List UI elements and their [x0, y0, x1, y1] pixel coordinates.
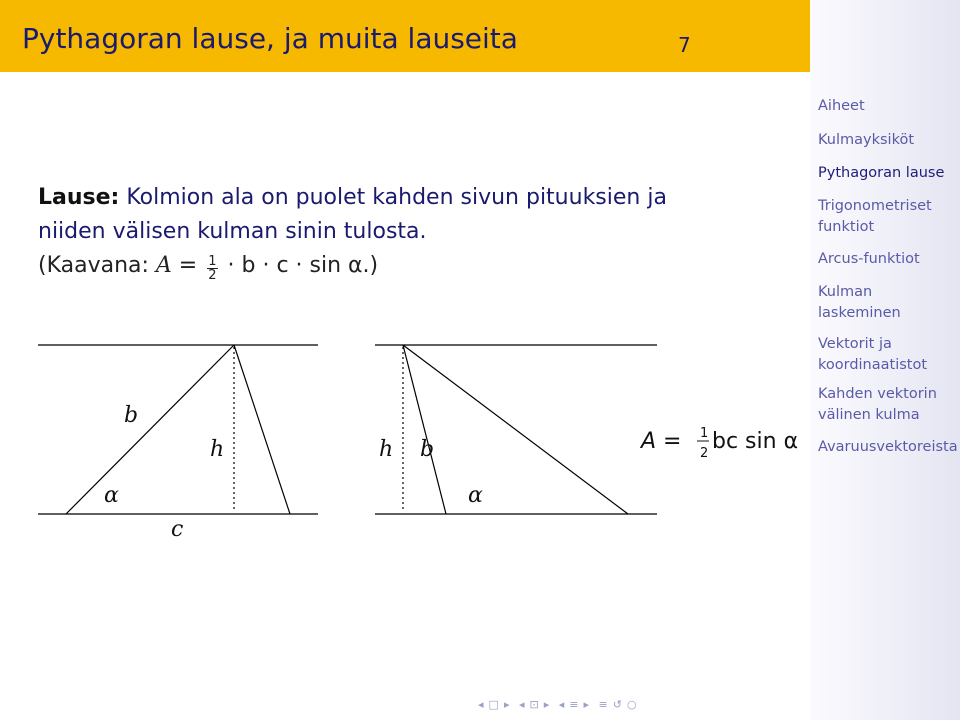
area-formula-den: 2 — [700, 446, 709, 461]
beamer-navigation-bar — [478, 698, 642, 711]
nav-frame-icon[interactable]: □ — [488, 698, 500, 711]
sidebar-item-arcus-funktiot[interactable]: Arcus-funktiot — [818, 251, 920, 267]
sidebar-item-kulman-laskeminen[interactable]: Kulman laskeminen — [818, 284, 901, 321]
sidebar-item-aiheet[interactable]: Aiheet — [818, 98, 865, 114]
sidebar-item-kahden-vektorin[interactable]: Kahden vektorin välinen kulma — [818, 386, 937, 423]
nav-frame-left-icon[interactable]: ◂ — [478, 698, 485, 711]
area-formula-num: 1 — [700, 426, 709, 441]
page-number: 7 — [678, 33, 691, 57]
fraction-denominator: 2 — [208, 268, 217, 283]
left-label-h: h — [210, 437, 225, 462]
area-formula-lhs: A = — [641, 429, 682, 454]
sidebar-item-pythagoran-lause[interactable]: Pythagoran lause — [818, 165, 945, 181]
sidebar-item-vektorit[interactable]: Vektorit ja koordinaatistot — [818, 336, 928, 373]
right-label-b: b — [420, 437, 435, 462]
formula-var-a: A — [155, 253, 172, 278]
sidebar-item-kulmayksikot[interactable]: Kulmayksiköt — [818, 132, 915, 148]
sidebar-item-trigonometriset-funktiot[interactable]: Trigonometriset funktiot — [818, 198, 932, 235]
right-label-h: h — [379, 437, 394, 462]
fraction-numerator: 1 — [208, 254, 217, 269]
nav-back-forward-icon[interactable]: ○ — [626, 698, 638, 711]
slide-title: Pythagoran lause, ja muita lauseita — [22, 22, 518, 55]
nav-section-right-icon[interactable]: ▸ — [583, 698, 591, 711]
left-label-b: b — [124, 403, 139, 428]
nav-section-icon[interactable]: ≡ — [569, 698, 580, 711]
theorem-line-2: niiden välisen kulman sinin tulosta. — [38, 219, 427, 244]
right-side-a — [403, 345, 628, 514]
nav-subsection-right-icon[interactable]: ▸ — [543, 698, 551, 711]
right-label-alpha: α — [468, 483, 483, 508]
nav-section-left-icon[interactable]: ◂ — [558, 698, 566, 711]
formula-rest: · b · c · sin α.) — [220, 253, 379, 278]
theorem-line-1: Kolmion ala on puolet kahden sivun pituuksien ja — [126, 185, 667, 210]
left-side-a — [234, 345, 290, 514]
left-label-alpha: α — [104, 483, 119, 508]
right-side-b — [403, 345, 446, 514]
nav-frame-right-icon[interactable]: ▸ — [503, 698, 511, 711]
formula-prefix: (Kaavana: — [38, 253, 156, 278]
nav-subsection-left-icon[interactable]: ◂ — [518, 698, 526, 711]
nav-subsection-icon[interactable]: ⊡ — [529, 698, 540, 711]
nav-search-icon[interactable]: ↺ — [612, 698, 623, 711]
formula-equals: = — [171, 253, 205, 278]
left-label-c: c — [171, 517, 184, 542]
sidebar-item-avaruusvektoreista[interactable]: Avaruusvektoreista — [818, 439, 958, 455]
nav-align-icon[interactable]: ≡ — [598, 698, 609, 711]
area-formula-rhs: bc sin α — [712, 429, 799, 454]
theorem-heading: Lause: — [38, 185, 120, 210]
left-side-b — [66, 345, 234, 514]
